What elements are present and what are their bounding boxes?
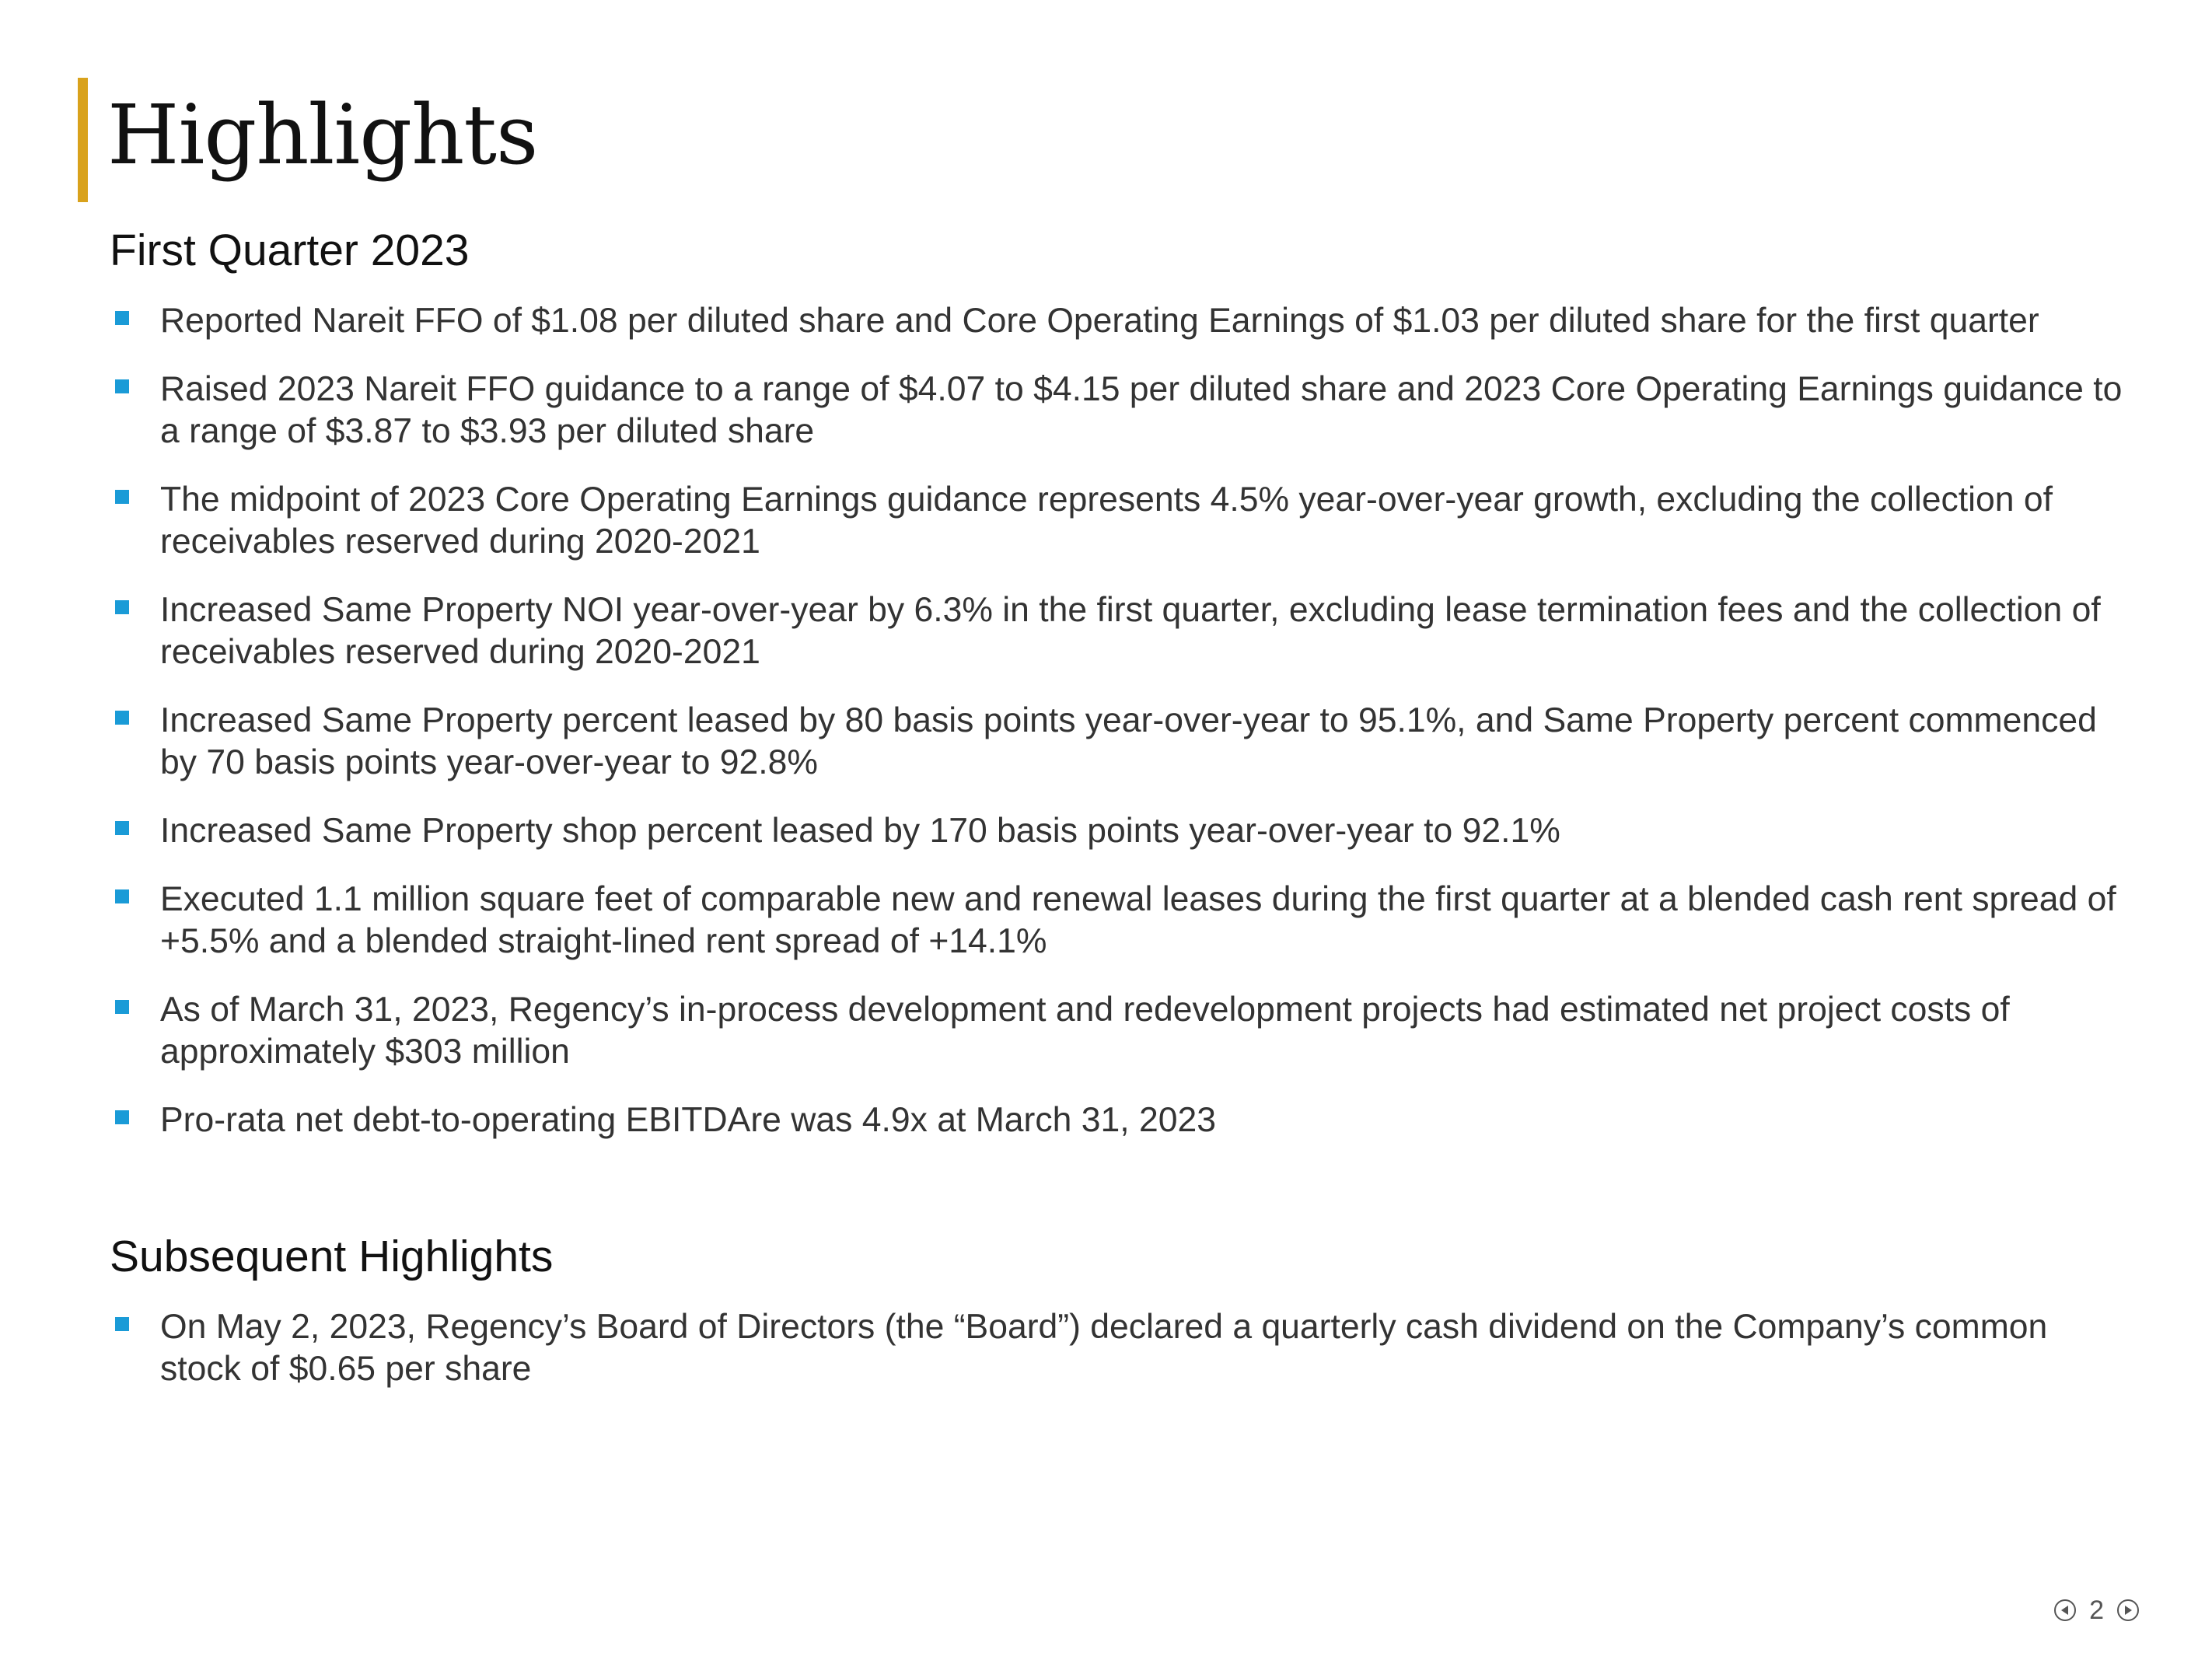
- previous-page-icon[interactable]: [2053, 1599, 2077, 1622]
- list-item-text: Reported Nareit FFO of $1.08 per diluted share and Core Operating Earnings of $1.03 per diluted share for the first quarter: [160, 302, 2039, 340]
- list-item-text: Increased Same Property shop percent leased by 170 basis points year-over-year to 92.1%: [160, 812, 1560, 850]
- list-item-text: Pro-rata net debt-to-operating EBITDAre was 4.9x at March 31, 2023: [160, 1101, 1216, 1139]
- title-accent-bar: [78, 78, 88, 202]
- list-item: [110, 1099, 2131, 1141]
- subsequent-highlights-list: [110, 1306, 2131, 1417]
- list-item: [110, 369, 2131, 453]
- list-item: [110, 1306, 2131, 1390]
- list-item: [110, 479, 2131, 563]
- list-item-text: On May 2, 2023, Regency’s Board of Directors (the “Board”) declared a quarterly cash dividend on the Company’s common stock of $0.65 per share: [160, 1308, 2048, 1388]
- list-item: [110, 589, 2131, 673]
- square-bullet-icon: [115, 1000, 129, 1014]
- square-bullet-icon: [115, 1317, 129, 1331]
- next-page-icon[interactable]: [2116, 1599, 2140, 1622]
- list-item-text: The midpoint of 2023 Core Operating Earnings guidance represents 4.5% year-over-year growth, excluding the collection of receivables reserved during 2020-2021: [160, 481, 2053, 561]
- page-title: Highlights: [107, 87, 538, 183]
- square-bullet-icon: [115, 600, 129, 614]
- square-bullet-icon: [115, 889, 129, 903]
- square-bullet-icon: [115, 490, 129, 504]
- section-heading-first-quarter: First Quarter 2023: [110, 225, 470, 275]
- square-bullet-icon: [115, 1110, 129, 1124]
- page-number: 2: [2089, 1595, 2104, 1625]
- list-item-text: Increased Same Property NOI year-over-year by 6.3% in the first quarter, excluding lease termination fees and the collection of receivables reserved during 2020-2021: [160, 591, 2101, 671]
- list-item-text: As of March 31, 2023, Regency’s in-process development and redevelopment projects had estimated net project costs of approximately $303 million: [160, 991, 2010, 1071]
- square-bullet-icon: [115, 311, 129, 325]
- section-heading-subsequent: Subsequent Highlights: [110, 1232, 554, 1281]
- square-bullet-icon: [115, 711, 129, 725]
- list-item: [110, 810, 2131, 852]
- list-item-text: Increased Same Property percent leased by 80 basis points year-over-year to 95.1%, and Same Property percent commenced by 70 basis points year-over-year to 92.8%: [160, 701, 2097, 781]
- first-quarter-list: [110, 300, 2131, 1168]
- list-item: [110, 300, 2131, 342]
- list-item-text: Executed 1.1 million square feet of comparable new and renewal leases during the first quarter at a blended cash rent spread of +5.5% and a blended straight-lined rent spread of +14.1%: [160, 880, 2116, 960]
- square-bullet-icon: [115, 379, 129, 393]
- list-item: [110, 879, 2131, 963]
- list-item-text: Raised 2023 Nareit FFO guidance to a range of $4.07 to $4.15 per diluted share and 2023 Core Operating Earnings guidance to a range of $3.87 to $3.93 per diluted share: [160, 370, 2123, 450]
- list-item: [110, 700, 2131, 784]
- page-navigation: [2053, 1597, 2140, 1623]
- list-item: [110, 989, 2131, 1073]
- square-bullet-icon: [115, 821, 129, 835]
